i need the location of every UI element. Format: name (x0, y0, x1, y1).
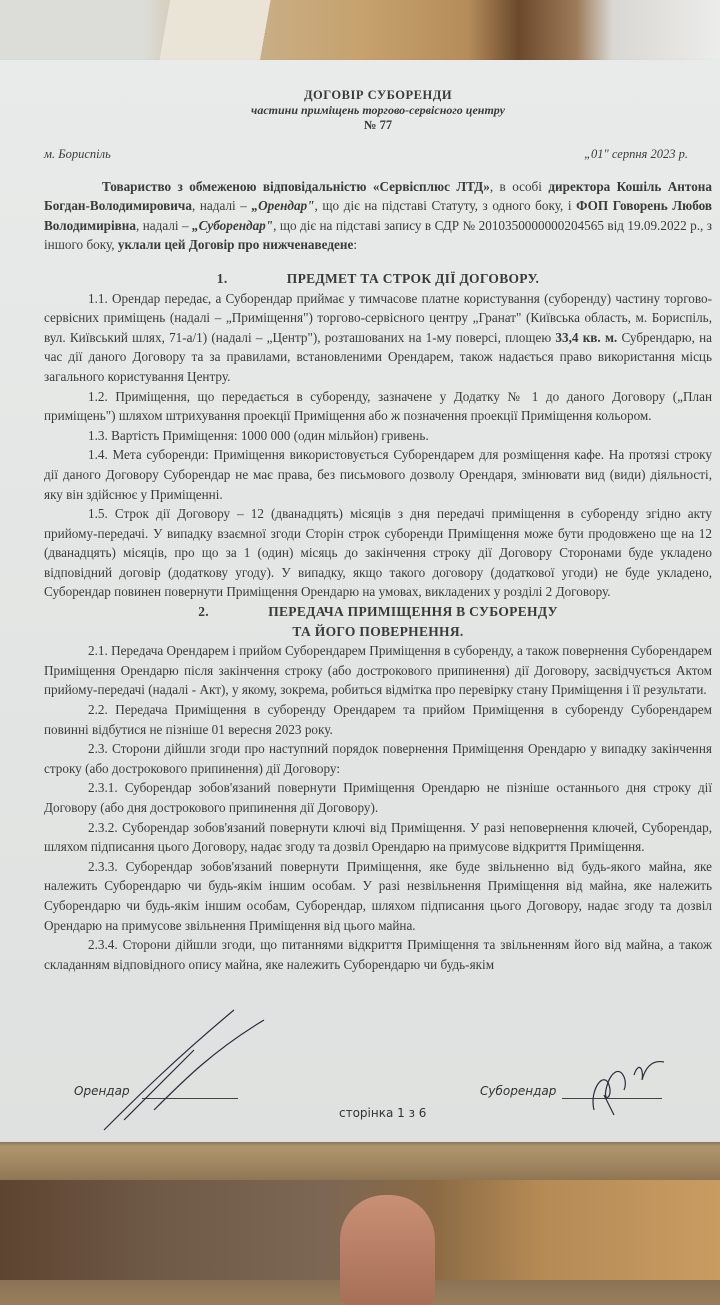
lessor-signature (94, 1000, 294, 1140)
text: Субрендарю, на час дії даного Договору та за правилами, встановленими Орендарем, також надається право використання місць загального користування Центру. (44, 329, 712, 384)
clause-2-3-2: 2.3.2. Суборендар зобов'язаний повернути ключі від Приміщення. У разі неповернення ключей, Суборендар, шляхом підписання цього Договору, надає згоду та дозвіл Орендарю на примусове відкриття Приміщення. (44, 819, 712, 855)
lessor-signature-label: Орендар (74, 1084, 130, 1098)
parties-paragraph (44, 177, 712, 255)
document-title: ДОГОВІР СУБОРЕНДИ (303, 88, 453, 102)
text: , надалі – (191, 198, 252, 214)
text: , що діє на підставі запису в СДР № 2010350000000204565 від 19.09.2022 р., з іншого боку, (44, 217, 712, 253)
clause-1-5: 1.5. Строк дії Договору – 12 (дванадцять) місяців з дня передачі приміщення в суборенду згідно акту прийому-передачі. У випадку взаємної згоди Сторін строк суборенди Приміщення може бути продовжено ще на 12 (дванадцять) місяців, про що за 1 (один) місяць до закінчення строку дії Договору Сторонами буде укладено відповідний договір (додаткову угоду). У випадку, якщо такого договору (додаткової угоди) не буде укладено, Суборендар повинен повернути Приміщення Орендарю на умовах, викладених у розділі 2 Договору. (44, 506, 712, 600)
finger (340, 1195, 435, 1305)
clause-1-3: 1.3. Вартість Приміщення: 1000 000 (один мільйон) гривень. (88, 427, 429, 443)
section-2-title-line-2: ТА ЙОГО ПОВЕРНЕННЯ. (292, 623, 464, 639)
sublessee-signature-label: Суборендар (480, 1084, 557, 1098)
section-2-heading (44, 602, 712, 641)
clause-1-1 (44, 289, 712, 387)
clause-2-3-4: 2.3.4. Сторони дійшли згоди, що питаннями відкриття Приміщення та звільненням його від майна, а також складанням відповідного опису майна, яке належить Суборендарю чи будь-якім (44, 937, 712, 972)
section-2-number: 2. (198, 604, 209, 620)
clause-2-3-1: 2.3.1. Суборендар зобов'язаний повернути Приміщення Орендарю не пізніше останнього дня строку дії Договору (або дня дострокового припинення дії Договору). (44, 780, 712, 815)
signature-stroke (593, 1062, 664, 1115)
clause-2-1: 2.1. Передача Орендарем і прийом Суборендарем Приміщення в суборенду, а також повернення Суборендарем Приміщення Орендарю після закінчення строку (або дострокового припинення) дії Договору, засвідчується Актом прийому-передачі (надалі - Акт), у якому, зокрема, робиться відмітка про перевірку стану Приміщення і її результати. (44, 643, 712, 698)
page-number: сторінка 1 з 6 (339, 1106, 427, 1120)
party-2-name: ФОП Говорень Любов Володимирівна (44, 198, 712, 233)
sublessee-term: „Суборендар" (192, 217, 274, 233)
area-value: 33,4 кв. м. (555, 329, 618, 345)
section-1-title: ПРЕДМЕТ ТА СТРОК ДІЇ ДОГОВОРУ. (286, 270, 540, 286)
text: , в особі (489, 178, 549, 194)
text: , надалі – (136, 217, 193, 233)
document-subtitle: частини приміщень торгово-сервісного центру (251, 103, 505, 117)
clause-1-4: 1.4. Мета суборенди: Приміщення використовується Суборендарем для розміщення кафе. На протязі строку дії даного Договору Суборендар не має права, без письмового дозволу Орендаря, змінювати вид (види) діяльності, яку він здійснює у Приміщенні. (44, 447, 712, 502)
place-date-row (44, 145, 712, 165)
party-1-representative: директора Кошіль Антона Богдан-Володимировича (44, 178, 712, 214)
background-top (0, 0, 720, 62)
agreement-phrase: уклали цей Договір про нижченаведене (117, 237, 354, 253)
lessor-term: „Орендар" (251, 198, 315, 214)
clause-2-2: 2.2. Передача Приміщення в суборенду Орендарем та прийом Приміщення в суборенду Суборендарем повинні відбутися не пізніше 01 вересня 2023 року. (44, 702, 712, 737)
signature-stroke (104, 1010, 264, 1130)
background-papers (150, 0, 340, 62)
text: , що діє на підставі Статуту, з одного боку, і (314, 198, 577, 214)
section-2-title-line-1: ПЕРЕДАЧА ПРИМІЩЕННЯ В СУБОРЕНДУ (268, 604, 558, 620)
document-number: № 77 (363, 118, 393, 132)
section-1-heading (44, 269, 712, 289)
document-date: „01" серпня 2023 р. (584, 147, 688, 161)
clause-2-3-3: 2.3.3. Суборендар зобов'язаний повернути Приміщення, яке буде звільненно від будь-якого майна, яке належить Суборендарю чи будь-якім іншим особам. У разі незвільнення Приміщення від майна, яке належить Суборендарю чи будь-якім іншим особам, Суборендар, шляхом підписання цього Договору, надає згоду та дозвіл Орендарю на примусове звільнення Приміщення від цього майна. (44, 858, 712, 933)
document-body (44, 88, 712, 974)
background-bottom (0, 1140, 720, 1280)
document-place: м. Бориспіль (44, 147, 111, 161)
clause-1-2: 1.2. Приміщення, що передається в суборенду, зазначене у Додатку № 1 до даного Договору („План приміщень") шляхом штрихування проекції Приміщення або ж позначення проекції Приміщення кольором. (44, 388, 712, 424)
sublessee-signature (584, 1050, 674, 1120)
document-page (0, 60, 720, 1142)
paper-stack-edge (0, 1140, 720, 1180)
section-1-number: 1. (216, 270, 228, 286)
clause-2-3: 2.3. Сторони дійшли згоди про наступний порядок повернення Приміщення Орендарю у випадку закінчення строку (або дострокового припинення) дії Договору: (44, 741, 712, 776)
party-1-name: Товариство з обмеженою відповідальністю «Сервіcплюс ЛТД» (102, 178, 490, 194)
text: : (353, 237, 357, 253)
text: 1.1. Орендар передає, а Суборендар приймає у тимчасове платне користування (суборенду) частину торгово-сервісних приміщень (надалі – „Приміщення") торгово-сервісного центру „Гранат" (Київська область, м. Бориспіль, вул. Київський шлях, 71-а/1) (надалі – „Центр"), розташованих на 1-му поверсі, площею (44, 290, 712, 345)
